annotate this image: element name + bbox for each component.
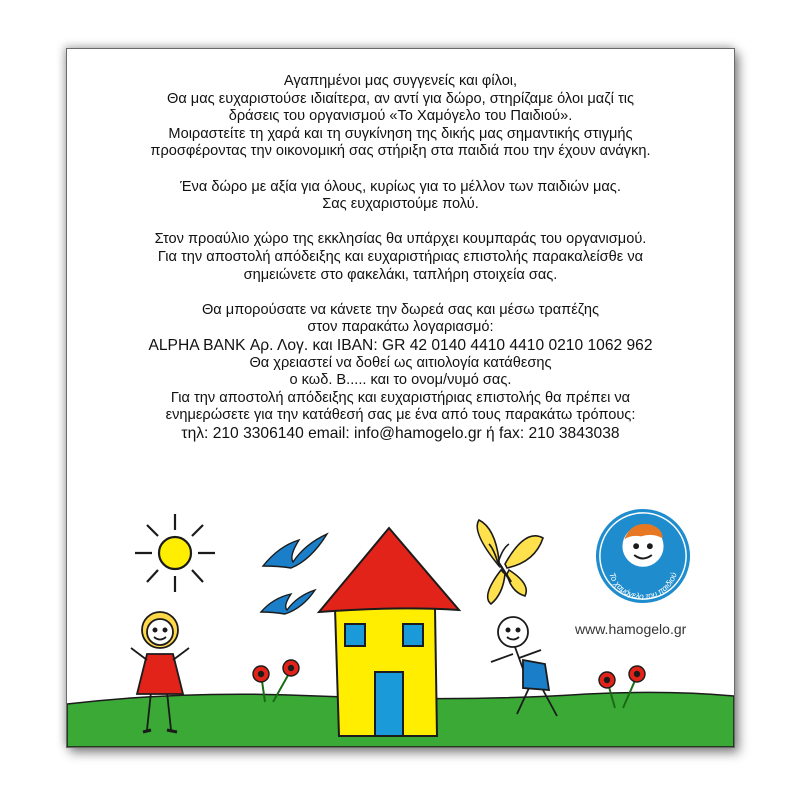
paragraph-greeting	[67, 73, 734, 161]
invitation-card	[66, 48, 735, 748]
text-line: Μοιραστείτε τη χαρά και τη συγκίνηση της δικής μας σημαντικής στιγμής	[168, 125, 633, 142]
text-line: σημειώνετε στο φακελάκι, ταπλήρη στοιχεία σας.	[243, 266, 558, 283]
letter-text	[67, 73, 734, 460]
text-line: Θα χρειαστεί να δοθεί ως αιτιολογία κατάθεσης	[249, 354, 552, 371]
paragraph-bank-details	[67, 302, 734, 443]
text-line: Στον προαύλιο χώρο της εκκλησίας θα υπάρχει κουμπαράς του οργανισμού.	[154, 231, 647, 248]
text-line: δράσεις του οργανισμού «Το Χαμόγελο του Παιδιού».	[228, 108, 573, 125]
sun-icon	[135, 514, 215, 592]
bird-icon	[263, 534, 327, 568]
iban-line: ALPHA BANK Αρ. Λογ. και IBAN: GR 42 0140 4410 4410 0210 1062 962	[148, 336, 653, 354]
contact-line: τηλ: 210 3306140 email: info@hamogelo.gr ή fax: 210 3843038	[181, 424, 620, 442]
bird-icon	[261, 590, 315, 614]
text-line: στον παρακάτω λογαριασμό:	[307, 319, 494, 336]
text-line: Αγαπημένοι μας συγγενείς και φίλοι,	[283, 73, 518, 89]
text-line: Θα μπορούσατε να κάνετε την δωρεά σας και μέσω τραπέζης	[201, 301, 600, 318]
text-line: ενημερώσετε για την κατάθεσή σας με ένα από τους παρακάτω τρόπους:	[165, 407, 636, 424]
text-line: Θα μας ευχαριστούσε ιδιαίτερα, αν αντί για δώρο, στηρίζαμε όλοι μαζί τις	[166, 90, 635, 107]
text-line: Για την αποστολή απόδειξης και ευχαριστήριας επιστολής θα πρέπει να	[170, 389, 631, 406]
text-line: ο κωδ. Β..... και το ονομ/νυμό σας.	[289, 372, 512, 389]
website-link[interactable]: www.hamogelo.gr	[575, 621, 687, 637]
paragraph-gift	[67, 179, 734, 214]
text-line: προσφέροντας την οικονομική σας στήριξη στα παιδιά που την έχουν ανάγκη.	[150, 143, 651, 160]
text-line: Για την αποστολή απόδειξης και ευχαριστήριας επιστολής παρακαλείσθε να	[157, 248, 644, 265]
text-line: Ένα δώρο με αξία για όλους, κυρίως για το μέλλον των παιδιών μας.	[180, 178, 621, 195]
text-line: Σας ευχαριστούμε πολύ.	[322, 196, 479, 213]
logo-text: Το χαμόγελο του παιδιού	[607, 570, 679, 602]
paragraph-piggybank	[67, 231, 734, 284]
hamogelo-logo	[594, 507, 692, 605]
butterfly-icon	[477, 520, 543, 604]
